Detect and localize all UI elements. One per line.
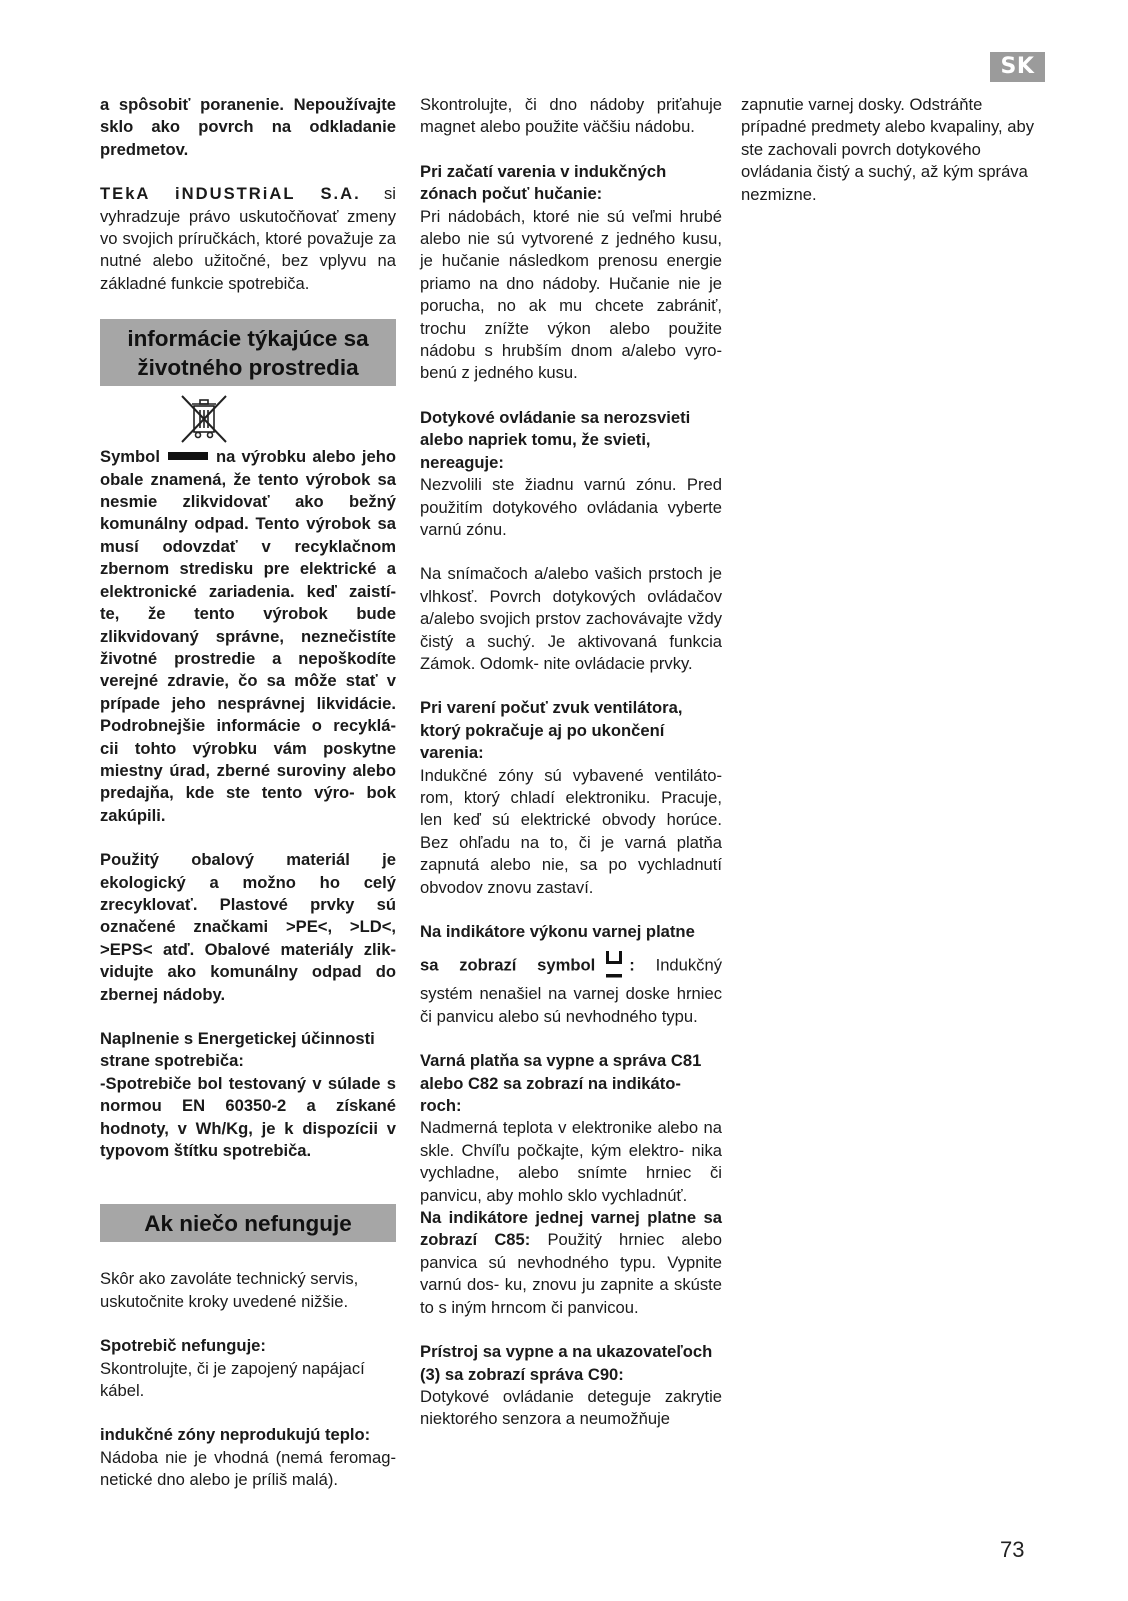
troubleshooting-intro: Skôr ako zavoláte technický servis, uskutočnite kroky uvedené nižšie.	[100, 1269, 359, 1311]
col2-continuation: Skontrolujte, či dno nádoby priťahuje magnet alebo použite väčšiu nádobu.	[420, 95, 722, 137]
q6-paragraph	[420, 949, 722, 1028]
symbol-paragraph	[100, 446, 396, 827]
troubleshooting-heading: Ak niečo nefunguje	[100, 1204, 396, 1242]
column-2	[420, 94, 722, 1431]
page-number: 73	[1000, 1537, 1025, 1562]
teka-text: si vyhradzuje právo uskutočňovať zmeny vo svojich príručkách, ktoré považuje za nutné alebo užitočné, bez vplyvu na základné funkcie spotrebiča.	[100, 184, 396, 293]
language-badge: SK	[990, 52, 1045, 82]
q2-heading: indukčné zóny neprodukujú teplo:	[100, 1425, 371, 1445]
q3-heading: Pri začatí varenia v indukčných zónach počuť hučanie:	[420, 161, 667, 204]
q8-text: Použitý hrniec alebo panvica sú nevhodného typu. Vypnite varnú dos- ku, znovu ju zapnite a skúste to s iným hrncom či panvicou.	[420, 1230, 722, 1317]
q4-text: Nezvolili ste žiadnu varnú zónu. Pred použitím dotykového ovládania vyberte varnú zónu.	[420, 475, 722, 539]
energy-text: -Spotrebiče bol testovaný v súlade s normou EN 60350-2 a získané hodnoty, v Wh/Kg, je k dispozícii v typovom štítku spotrebiča.	[100, 1073, 396, 1161]
q4-text-2: Na snímačoch a/alebo vašich prstoch je vlhkosť. Povrch dotykových ovládačov a/alebo svojich prstov zachovávajte vždy čistý a suchý. Je aktivovaná funkcia Zámok. Odomk- nite ovládacie prvky.	[420, 564, 722, 673]
q1-text: Skontrolujte, či je zapojený napájací kábel.	[100, 1358, 365, 1401]
packaging-text: Použitý obalový materiál je ekologický a možno ho celý zrecyklovať. Plastové prvky sú označené značkami >PE<, >LD<, >EPS< atď. Obalové materiály zlik- vidujte ako komunálny odpad do zbernej nádoby.	[100, 850, 396, 1004]
q4-heading: Dotykové ovládanie sa nerozsvieti alebo napriek tomu, že svieti, nereaguje:	[420, 407, 691, 472]
q3-text: Pri nádobách, ktoré nie sú veľmi hrubé alebo nie sú vytvorené z jedného kusu, je hučanie následkom prenosu energie priamo na dno nádoby. Hučanie nie je porucha, no ak mu chcete zabrániť, trochu znížte výkon alebo použite nádobu s hrubším dnom a/alebo vyro- benú z jedného kusu.	[420, 206, 722, 383]
q6-heading-b: sa zobrazí symbol	[420, 955, 596, 975]
energy-heading: Naplnenie s Energetickej účinnosti strane spotrebiča:	[100, 1029, 375, 1071]
teka-paragraph	[100, 183, 396, 295]
q6-heading-a: Na indikátore výkonu varnej platne	[420, 922, 695, 941]
q9-heading: Prístroj sa vypne a na ukazovateľoch (3) sa zobrazí správa C90:	[420, 1342, 713, 1384]
q9-text: Dotykové ovládanie deteguje zakrytie niektorého senzora a neumožňuje	[420, 1386, 722, 1429]
symbol-text: na výrobku alebo jeho obale znamená, že tento výrobok sa nesmie zlikvidovať ako bežný komunálny odpad. Tento výrobok sa musí odovzdať v recyklačnom zbernom stredisku pre elektrické a elektronické zariadenia. keď zaistí- te, že tento výrobok bude zlikvidovaný správne, neznečistíte životné prostredie a nepoškodíte verejné zdravie, čo sa môže stať v prípade jeho nesprávnej likvidácie. Podrobnejšie informácie o recyklá- cii tohto výrobku vám poskytne miestny úrad, zberné suroviny alebo predajňa, kde ste tento výro- bok zakúpili.	[100, 447, 396, 825]
pan-detect-symbol-icon	[605, 949, 623, 983]
q8-heading: Na indikátore jednej varnej platne sa zobrazí C85:	[420, 1208, 722, 1250]
q6-text: Indukčný systém nenašiel na varnej doske hrniec či panvicu alebo sú nevhodného typu.	[420, 955, 722, 1026]
weee-bin-icon	[178, 392, 230, 446]
warning-text: a spôsobiť poranenie. Nepoužívajte sklo ako povrch na odkladanie predmetov.	[100, 95, 396, 159]
column-3	[741, 94, 1043, 206]
environment-heading: informácie týkajúce sa životného prostredia	[100, 319, 396, 386]
q7-heading: Varná platňa sa vypne a správa C81 alebo C82 sa zobrazí na indikáto- roch:	[420, 1051, 702, 1116]
teka-brand: TEkA iNDUSTRiAL S.A.	[100, 184, 361, 204]
q7-text: Nadmerná teplota v elektronike alebo na skle. Chvíľu počkajte, kým elektro- nika vychladne, alebo snímte hrniec či panvicu, aby mohlo sklo vychladnúť.	[420, 1118, 722, 1205]
q6-colon: :	[629, 955, 635, 975]
col3-continuation: zapnutie varnej dosky. Odstráňte prípadné predmety alebo kvapaliny, aby ste zachovali povrch dotykového ovládania čistý a suchý, až kým správa nezmizne.	[741, 95, 1035, 204]
q5-heading: Pri varení počuť zvuk ventilátora, ktorý pokračuje aj po ukončení varenia:	[420, 698, 683, 763]
q1-heading: Spotrebič nefunguje:	[100, 1336, 266, 1356]
q2-text: Nádoba nie je vhodná (nemá feromag- netické dno alebo je príliš malá).	[100, 1447, 396, 1490]
q5-text: Indukčné zóny sú vybavené ventiláto- rom, ktorý chladí elektroniku. Pracuje, len keď sú elektrické obvody horúce. Bez ohľadu na to, či je varná platňa zapnutá alebo nie, sa po vychladnutí obvodov znovu zastaví.	[420, 765, 722, 897]
column-1	[100, 94, 396, 1492]
q8-paragraph	[420, 1207, 722, 1319]
black-bar-icon	[168, 452, 208, 460]
symbol-word: Symbol	[100, 447, 160, 467]
